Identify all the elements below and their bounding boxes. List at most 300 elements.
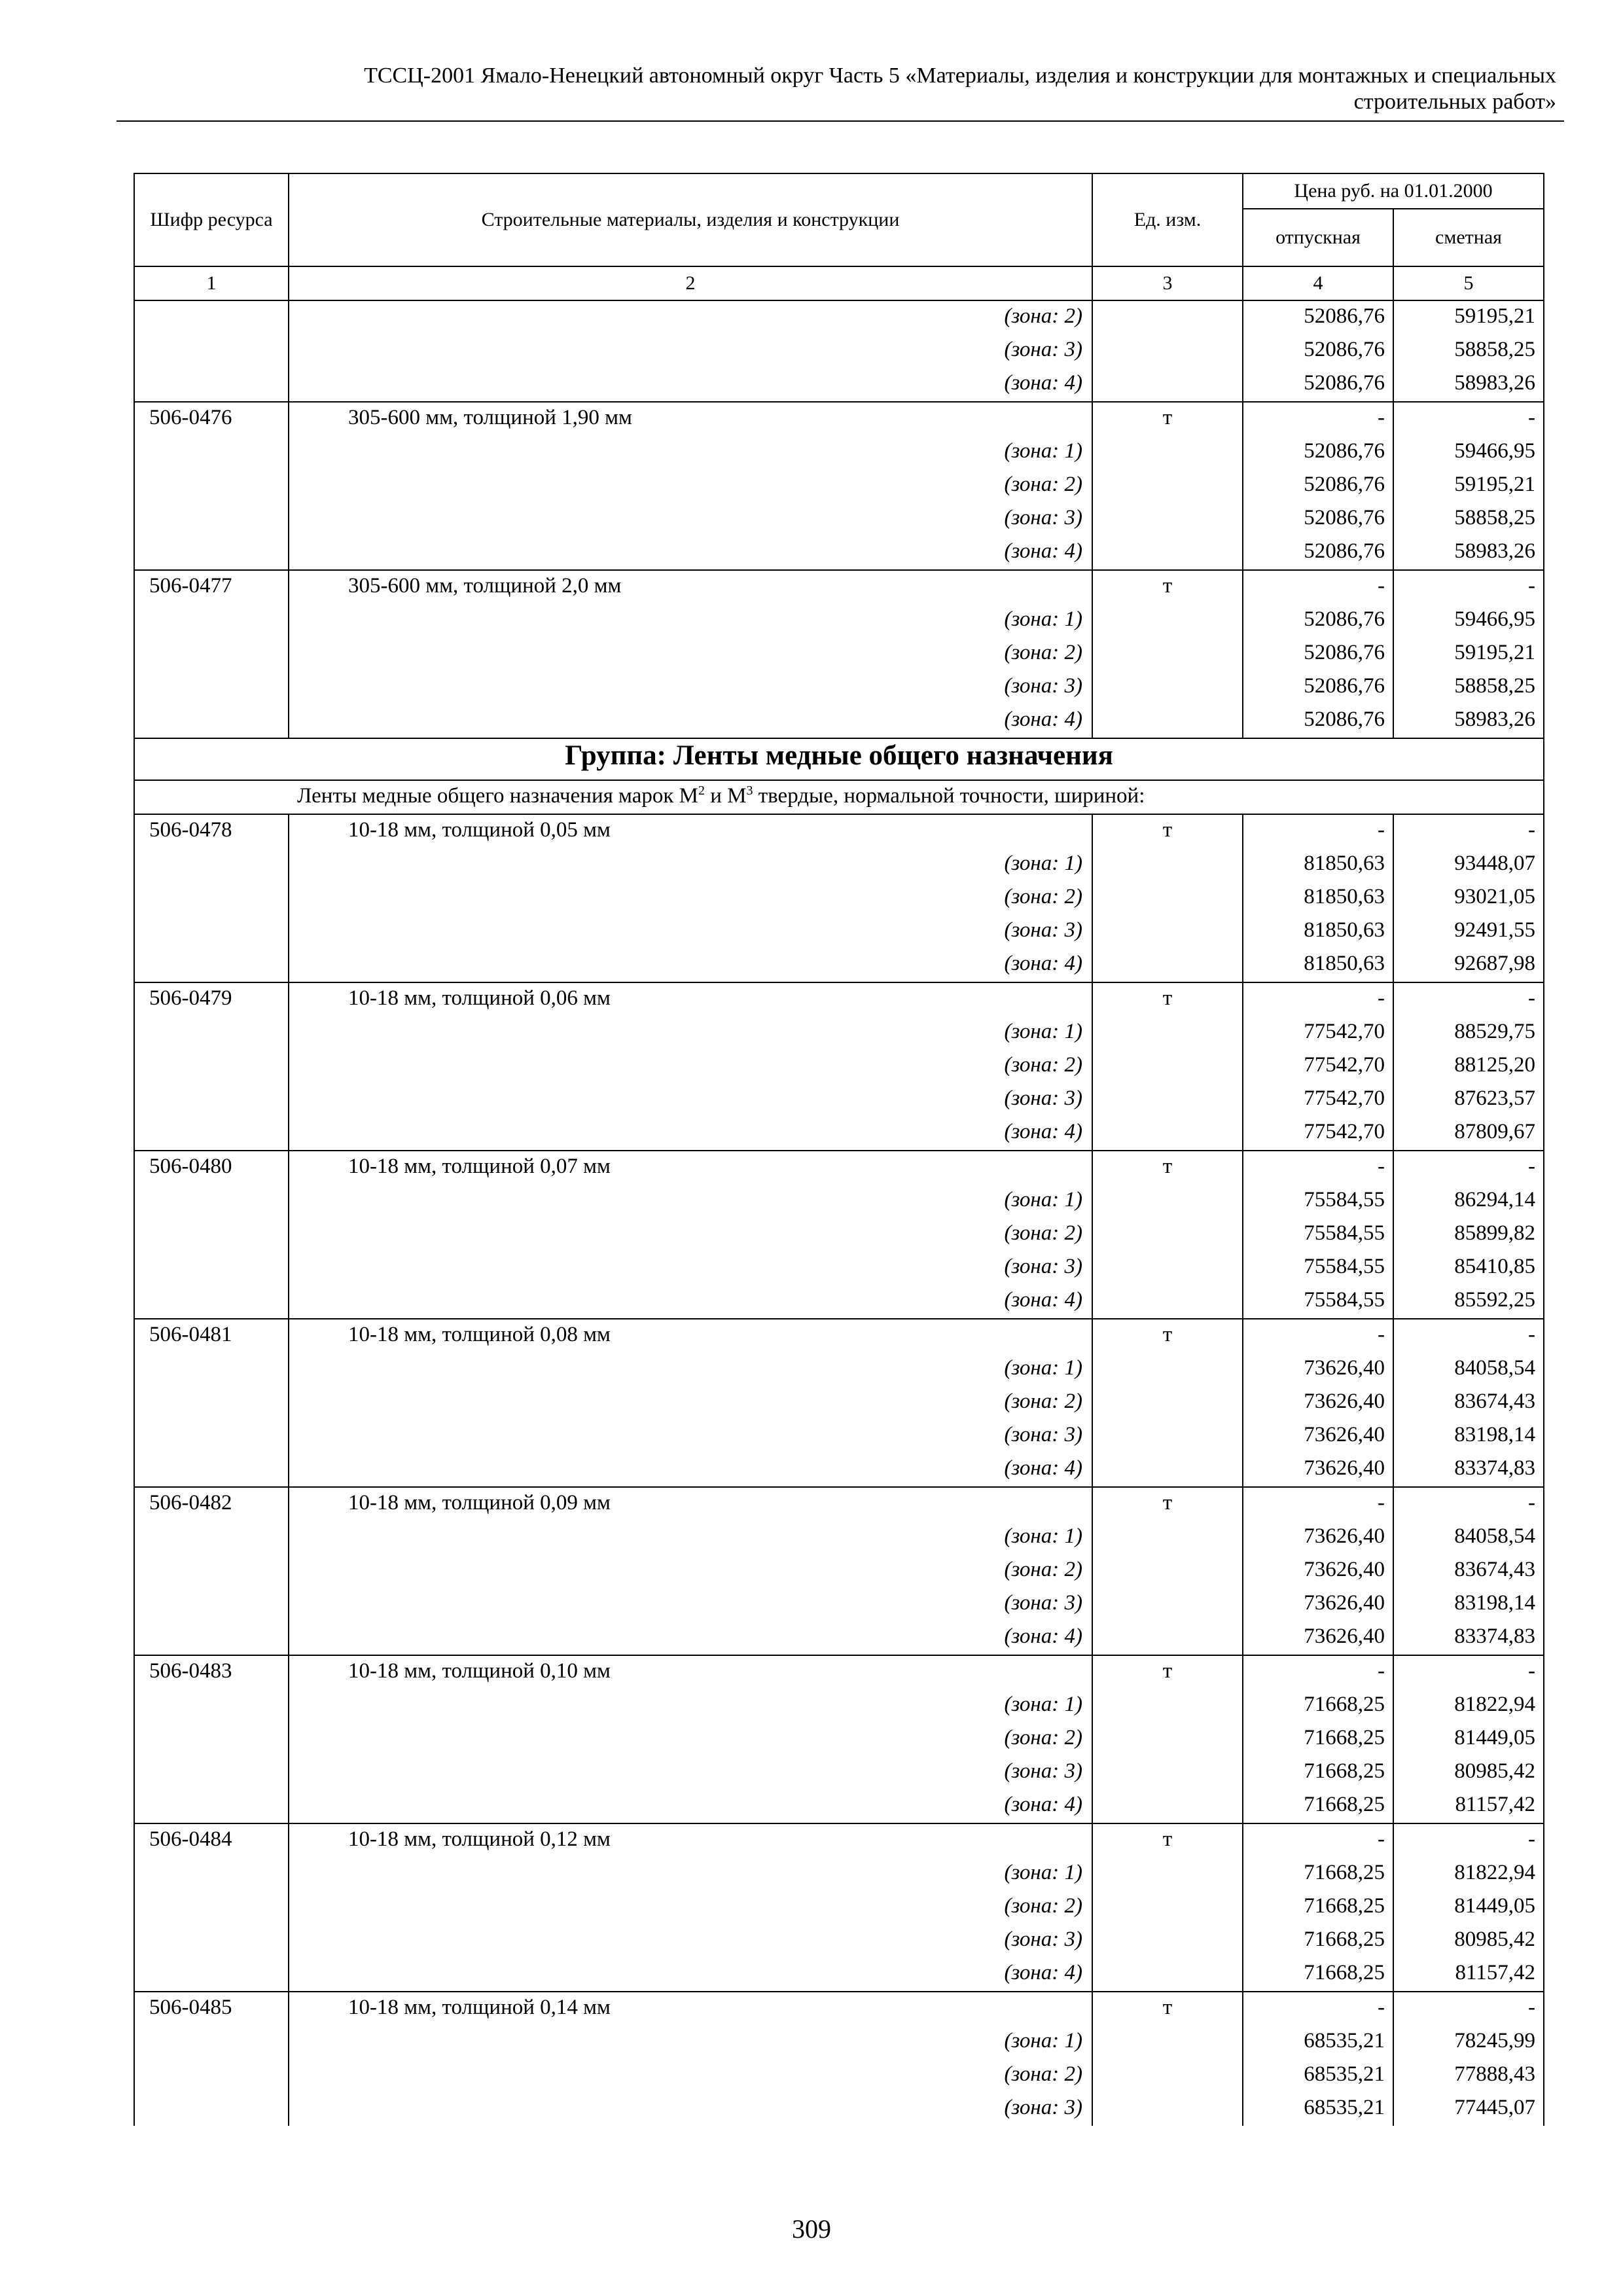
release-price: 81850,63 <box>1243 848 1393 882</box>
unit-cell <box>1092 1185 1243 1218</box>
running-header-line-2: строительных работ» <box>1353 90 1556 114</box>
release-price: 75584,55 <box>1243 1251 1393 1285</box>
unit-cell <box>1092 1083 1243 1117</box>
estimate-price: - <box>1393 1655 1544 1689</box>
release-price: 52086,76 <box>1243 671 1393 704</box>
estimate-price: 86294,14 <box>1393 1185 1544 1218</box>
resource-code-cell <box>134 1521 289 1554</box>
zone-label: (зона: 1) <box>289 1857 1092 1891</box>
resource-code-cell <box>134 503 289 536</box>
unit-cell <box>1092 948 1243 982</box>
material-name: 10-18 мм, толщиной 0,05 мм <box>289 814 1092 848</box>
table-row <box>134 300 1544 334</box>
unit-of-measure: т <box>1092 1487 1243 1521</box>
zone-label: (зона: 4) <box>289 1789 1092 1823</box>
release-price: - <box>1243 1992 1393 2026</box>
unit-cell <box>1092 2026 1243 2059</box>
table-row <box>134 2059 1544 2092</box>
resource-code-cell <box>134 1621 289 1655</box>
unit-cell <box>1092 503 1243 536</box>
resource-code: 506-0479 <box>134 982 289 1016</box>
resource-code-cell <box>134 1050 289 1083</box>
estimate-price: 84058,54 <box>1393 1353 1544 1386</box>
running-header <box>116 63 1556 115</box>
unit-cell <box>1092 1117 1243 1151</box>
resource-code-cell <box>134 1588 289 1621</box>
estimate-price: 83374,83 <box>1393 1621 1544 1655</box>
estimate-price: 59195,21 <box>1393 300 1544 334</box>
estimate-price: 59195,21 <box>1393 637 1544 671</box>
unit-cell <box>1092 1588 1243 1621</box>
release-price: 71668,25 <box>1243 1891 1393 1924</box>
release-price: 52086,76 <box>1243 637 1393 671</box>
estimate-price: 81157,42 <box>1393 1958 1544 1992</box>
resource-code-cell <box>134 1353 289 1386</box>
zone-label: (зона: 2) <box>289 1554 1092 1588</box>
release-price: 52086,76 <box>1243 436 1393 469</box>
estimate-price: 87623,57 <box>1393 1083 1544 1117</box>
resource-code-cell <box>134 848 289 882</box>
zone-label: (зона: 4) <box>289 1453 1092 1487</box>
zone-label: (зона: 1) <box>289 1016 1092 1050</box>
release-price: 68535,21 <box>1243 2092 1393 2126</box>
estimate-price: 58858,25 <box>1393 671 1544 704</box>
estimate-price: 77888,43 <box>1393 2059 1544 2092</box>
table-row <box>134 1857 1544 1891</box>
estimate-price: - <box>1393 1487 1544 1521</box>
unit-of-measure: т <box>1092 982 1243 1016</box>
table-row <box>134 1756 1544 1789</box>
unit-cell <box>1092 1285 1243 1319</box>
unit-cell <box>1092 848 1243 882</box>
zone-label: (зона: 4) <box>289 704 1092 738</box>
resource-code-cell <box>134 1689 289 1723</box>
unit-cell <box>1092 637 1243 671</box>
unit-cell <box>1092 915 1243 948</box>
zone-label: (зона: 4) <box>289 536 1092 570</box>
table-row <box>134 882 1544 915</box>
table-row <box>134 637 1544 671</box>
group-subtitle-row <box>134 780 1544 814</box>
resource-code-cell <box>134 536 289 570</box>
estimate-price: 80985,42 <box>1393 1924 1544 1958</box>
table-row <box>134 1487 1544 1521</box>
unit-of-measure: т <box>1092 814 1243 848</box>
unit-of-measure: т <box>1092 1151 1243 1185</box>
material-name: 305-600 мм, толщиной 2,0 мм <box>289 570 1092 604</box>
resource-code-cell <box>134 334 289 368</box>
page-number: 309 <box>792 2214 831 2244</box>
estimate-price: 83674,43 <box>1393 1386 1544 1420</box>
release-price: 75584,55 <box>1243 1285 1393 1319</box>
release-price: 73626,40 <box>1243 1554 1393 1588</box>
unit-cell <box>1092 368 1243 402</box>
release-price: 73626,40 <box>1243 1420 1393 1453</box>
estimate-price: 78245,99 <box>1393 2026 1544 2059</box>
resource-code-cell <box>134 2026 289 2059</box>
estimate-price: - <box>1393 570 1544 604</box>
zone-label: (зона: 3) <box>289 1420 1092 1453</box>
column-number: 3 <box>1092 266 1243 300</box>
resource-code-cell <box>134 1016 289 1050</box>
unit-of-measure: т <box>1092 402 1243 436</box>
estimate-price: 92491,55 <box>1393 915 1544 948</box>
continuation-rows <box>134 300 1544 402</box>
unit-cell <box>1092 1386 1243 1420</box>
table-row <box>134 848 1544 882</box>
unit-cell <box>1092 469 1243 503</box>
table-row <box>134 1050 1544 1083</box>
release-price: 71668,25 <box>1243 1924 1393 1958</box>
estimate-price: - <box>1393 1319 1544 1353</box>
estimate-price: 93021,05 <box>1393 882 1544 915</box>
unit-cell <box>1092 334 1243 368</box>
zone-label: (зона: 2) <box>289 882 1092 915</box>
release-price: 71668,25 <box>1243 1756 1393 1789</box>
table-row <box>134 1251 1544 1285</box>
column-header-price: Цена руб. на 01.01.2000 <box>1243 173 1544 209</box>
table-row <box>134 1554 1544 1588</box>
zone-label: (зона: 4) <box>289 1117 1092 1151</box>
release-price: 71668,25 <box>1243 1689 1393 1723</box>
zone-label: (зона: 3) <box>289 1924 1092 1958</box>
estimate-price: 83374,83 <box>1393 1453 1544 1487</box>
price-table <box>134 173 1544 2126</box>
unit-cell <box>1092 1218 1243 1251</box>
column-header-unit: Ед. изм. <box>1092 173 1243 266</box>
resource-code-cell <box>134 1453 289 1487</box>
resource-code-cell <box>134 1958 289 1992</box>
table-row <box>134 1992 1544 2026</box>
unit-cell <box>1092 1789 1243 1823</box>
zone-label: (зона: 1) <box>289 1689 1092 1723</box>
zone-label: (зона: 2) <box>289 1050 1092 1083</box>
group-row <box>134 738 1544 780</box>
column-header-estimate-price: сметная <box>1393 209 1544 266</box>
column-number: 4 <box>1243 266 1393 300</box>
resource-code-cell <box>134 368 289 402</box>
release-price: 75584,55 <box>1243 1185 1393 1218</box>
zone-label: (зона: 2) <box>289 1891 1092 1924</box>
estimate-price: 92687,98 <box>1393 948 1544 982</box>
table-row <box>134 1891 1544 1924</box>
unit-cell <box>1092 436 1243 469</box>
estimate-price: 81449,05 <box>1393 1723 1544 1756</box>
items-after-group <box>134 814 1544 2126</box>
estimate-price: - <box>1393 1823 1544 1857</box>
resource-code-cell <box>134 1218 289 1251</box>
material-name: 10-18 мм, толщиной 0,06 мм <box>289 982 1092 1016</box>
resource-code-cell <box>134 915 289 948</box>
release-price: 77542,70 <box>1243 1117 1393 1151</box>
table-row <box>134 1723 1544 1756</box>
resource-code-cell <box>134 1185 289 1218</box>
resource-code: 506-0483 <box>134 1655 289 1689</box>
unit-cell <box>1092 300 1243 334</box>
release-price: 77542,70 <box>1243 1083 1393 1117</box>
column-header-release-price: отпускная <box>1243 209 1393 266</box>
table-row <box>134 1689 1544 1723</box>
table-row <box>134 1319 1544 1353</box>
resource-code-cell <box>134 1891 289 1924</box>
zone-label: (зона: 3) <box>289 1083 1092 1117</box>
table-row <box>134 536 1544 570</box>
zone-label: (зона: 4) <box>289 1285 1092 1319</box>
table-row <box>134 1185 1544 1218</box>
unit-cell <box>1092 1857 1243 1891</box>
zone-label: (зона: 2) <box>289 2059 1092 2092</box>
release-price: 73626,40 <box>1243 1386 1393 1420</box>
unit-cell <box>1092 1924 1243 1958</box>
zone-label: (зона: 1) <box>289 1185 1092 1218</box>
estimate-price: 58858,25 <box>1393 503 1544 536</box>
zone-label: (зона: 3) <box>289 1588 1092 1621</box>
column-number: 5 <box>1393 266 1544 300</box>
zone-label: (зона: 4) <box>289 948 1092 982</box>
estimate-price: - <box>1393 982 1544 1016</box>
group-section <box>134 738 1544 814</box>
table-row <box>134 1453 1544 1487</box>
unit-cell <box>1092 1554 1243 1588</box>
unit-of-measure: т <box>1092 1655 1243 1689</box>
zone-label: (зона: 3) <box>289 334 1092 368</box>
resource-code-cell <box>134 948 289 982</box>
resource-code-cell <box>134 300 289 334</box>
estimate-price: 81822,94 <box>1393 1689 1544 1723</box>
resource-code-cell <box>134 1554 289 1588</box>
unit-of-measure: т <box>1092 1992 1243 2026</box>
unit-of-measure: т <box>1092 1823 1243 1857</box>
table-row <box>134 671 1544 704</box>
resource-code-cell <box>134 637 289 671</box>
resource-code: 506-0478 <box>134 814 289 848</box>
estimate-price: 83674,43 <box>1393 1554 1544 1588</box>
unit-cell <box>1092 1420 1243 1453</box>
unit-cell <box>1092 536 1243 570</box>
table-header <box>134 173 1544 300</box>
zone-label: (зона: 2) <box>289 1386 1092 1420</box>
resource-code-cell <box>134 604 289 637</box>
zone-label: (зона: 1) <box>289 848 1092 882</box>
estimate-price: 81822,94 <box>1393 1857 1544 1891</box>
column-number: 2 <box>289 266 1092 300</box>
estimate-price: - <box>1393 402 1544 436</box>
unit-cell <box>1092 1891 1243 1924</box>
estimate-price: 58858,25 <box>1393 334 1544 368</box>
zone-label: (зона: 3) <box>289 915 1092 948</box>
release-price: - <box>1243 1319 1393 1353</box>
table-row <box>134 1958 1544 1992</box>
estimate-price: 83198,14 <box>1393 1420 1544 1453</box>
zone-label: (зона: 2) <box>289 469 1092 503</box>
release-price: - <box>1243 814 1393 848</box>
release-price: 75584,55 <box>1243 1218 1393 1251</box>
column-number: 1 <box>134 266 289 300</box>
resource-code: 506-0482 <box>134 1487 289 1521</box>
resource-code: 506-0476 <box>134 402 289 436</box>
estimate-price: 83198,14 <box>1393 1588 1544 1621</box>
resource-code-cell <box>134 2059 289 2092</box>
estimate-price: 81449,05 <box>1393 1891 1544 1924</box>
release-price: 81850,63 <box>1243 948 1393 982</box>
table-row <box>134 368 1544 402</box>
zone-label: (зона: 3) <box>289 671 1092 704</box>
table-row <box>134 1353 1544 1386</box>
estimate-price: - <box>1393 1992 1544 2026</box>
table-row <box>134 436 1544 469</box>
resource-code-cell <box>134 436 289 469</box>
table-row <box>134 2026 1544 2059</box>
table-row <box>134 604 1544 637</box>
table-row <box>134 1151 1544 1185</box>
estimate-price: - <box>1393 814 1544 848</box>
zone-label: (зона: 3) <box>289 2092 1092 2126</box>
table-row <box>134 1083 1544 1117</box>
release-price: 52086,76 <box>1243 704 1393 738</box>
resource-code-cell <box>134 1251 289 1285</box>
release-price: 81850,63 <box>1243 915 1393 948</box>
resource-code-cell <box>134 1083 289 1117</box>
table-row <box>134 982 1544 1016</box>
release-price: 73626,40 <box>1243 1621 1393 1655</box>
release-price: 77542,70 <box>1243 1050 1393 1083</box>
table-row <box>134 1117 1544 1151</box>
release-price: 68535,21 <box>1243 2026 1393 2059</box>
release-price: 52086,76 <box>1243 334 1393 368</box>
release-price: 71668,25 <box>1243 1789 1393 1823</box>
unit-cell <box>1092 1521 1243 1554</box>
resource-code: 506-0484 <box>134 1823 289 1857</box>
table-row <box>134 1655 1544 1689</box>
resource-code-cell <box>134 1857 289 1891</box>
table-row <box>134 814 1544 848</box>
material-name: 10-18 мм, толщиной 0,14 мм <box>289 1992 1092 2026</box>
table-row <box>134 1218 1544 1251</box>
unit-cell <box>1092 704 1243 738</box>
resource-code-cell <box>134 1285 289 1319</box>
resource-code-cell <box>134 1117 289 1151</box>
unit-cell <box>1092 604 1243 637</box>
release-price: 73626,40 <box>1243 1353 1393 1386</box>
material-name: 10-18 мм, толщиной 0,10 мм <box>289 1655 1092 1689</box>
release-price: 73626,40 <box>1243 1588 1393 1621</box>
resource-code-cell <box>134 1789 289 1823</box>
estimate-price: 85410,85 <box>1393 1251 1544 1285</box>
resource-code-cell <box>134 1924 289 1958</box>
release-price: 68535,21 <box>1243 2059 1393 2092</box>
release-price: 52086,76 <box>1243 604 1393 637</box>
table-row <box>134 2092 1544 2126</box>
estimate-price: 59195,21 <box>1393 469 1544 503</box>
table-row <box>134 948 1544 982</box>
table-row <box>134 1386 1544 1420</box>
release-price: 73626,40 <box>1243 1521 1393 1554</box>
estimate-price: 87809,67 <box>1393 1117 1544 1151</box>
unit-cell <box>1092 1050 1243 1083</box>
estimate-price: 58983,26 <box>1393 704 1544 738</box>
table-row <box>134 334 1544 368</box>
estimate-price: 59466,95 <box>1393 604 1544 637</box>
release-price: 77542,70 <box>1243 1016 1393 1050</box>
unit-cell <box>1092 882 1243 915</box>
resource-code-cell <box>134 1723 289 1756</box>
unit-cell <box>1092 1756 1243 1789</box>
unit-cell <box>1092 1958 1243 1992</box>
unit-cell <box>1092 1723 1243 1756</box>
estimate-price: 58983,26 <box>1393 368 1544 402</box>
zone-label: (зона: 1) <box>289 1353 1092 1386</box>
material-name: 10-18 мм, толщиной 0,12 мм <box>289 1823 1092 1857</box>
zone-label: (зона: 2) <box>289 1218 1092 1251</box>
resource-code-cell <box>134 882 289 915</box>
estimate-price: 80985,42 <box>1393 1756 1544 1789</box>
table-row <box>134 1924 1544 1958</box>
release-price: 71668,25 <box>1243 1857 1393 1891</box>
table-row <box>134 570 1544 604</box>
estimate-price: 85899,82 <box>1393 1218 1544 1251</box>
estimate-price: 84058,54 <box>1393 1521 1544 1554</box>
estimate-price: 59466,95 <box>1393 436 1544 469</box>
release-price: 52086,76 <box>1243 300 1393 334</box>
table-row <box>134 1016 1544 1050</box>
table-row <box>134 1521 1544 1554</box>
table-row <box>134 503 1544 536</box>
unit-cell <box>1092 1621 1243 1655</box>
zone-label: (зона: 3) <box>289 1251 1092 1285</box>
estimate-price: 88125,20 <box>1393 1050 1544 1083</box>
resource-code: 506-0481 <box>134 1319 289 1353</box>
group-title: Группа: Ленты медные общего назначения <box>134 738 1544 780</box>
zone-label: (зона: 2) <box>289 300 1092 334</box>
zone-label: (зона: 2) <box>289 637 1092 671</box>
release-price: - <box>1243 402 1393 436</box>
unit-cell <box>1092 671 1243 704</box>
column-header-name: Строительные материалы, изделия и конструкции <box>289 173 1092 266</box>
estimate-price: 93448,07 <box>1393 848 1544 882</box>
estimate-price: 88529,75 <box>1393 1016 1544 1050</box>
zone-label: (зона: 1) <box>289 2026 1092 2059</box>
estimate-price: 58983,26 <box>1393 536 1544 570</box>
release-price: - <box>1243 982 1393 1016</box>
table-row <box>134 1621 1544 1655</box>
zone-label: (зона: 4) <box>289 1621 1092 1655</box>
release-price: 71668,25 <box>1243 1958 1393 1992</box>
zone-label: (зона: 4) <box>289 1958 1092 1992</box>
release-price: - <box>1243 1151 1393 1185</box>
unit-cell <box>1092 1353 1243 1386</box>
resource-code-cell <box>134 1386 289 1420</box>
material-name: 10-18 мм, толщиной 0,09 мм <box>289 1487 1092 1521</box>
column-header-code: Шифр ресурса <box>134 173 289 266</box>
resource-code-cell <box>134 1420 289 1453</box>
group-subtitle: Ленты медные общего назначения марок $М^2$ и $М^3$ твердые, нормальной точности, шириной: <box>134 780 1544 814</box>
zone-label: (зона: 2) <box>289 1723 1092 1756</box>
table-row <box>134 1823 1544 1857</box>
release-price: - <box>1243 1823 1393 1857</box>
resource-code-cell <box>134 469 289 503</box>
table-row <box>134 1789 1544 1823</box>
release-price: 52086,76 <box>1243 368 1393 402</box>
zone-label: (зона: 1) <box>289 1521 1092 1554</box>
estimate-price: 85592,25 <box>1393 1285 1544 1319</box>
running-header-line-1: ТССЦ-2001 Ямало-Ненецкий автономный округ Часть 5 «Материалы, изделия и конструкции для монтажных и специальных <box>364 63 1556 88</box>
resource-code-cell <box>134 1756 289 1789</box>
estimate-price: 81157,42 <box>1393 1789 1544 1823</box>
estimate-price: - <box>1393 1151 1544 1185</box>
unit-cell <box>1092 2092 1243 2126</box>
unit-cell <box>1092 1453 1243 1487</box>
material-name: 10-18 мм, толщиной 0,08 мм <box>289 1319 1092 1353</box>
